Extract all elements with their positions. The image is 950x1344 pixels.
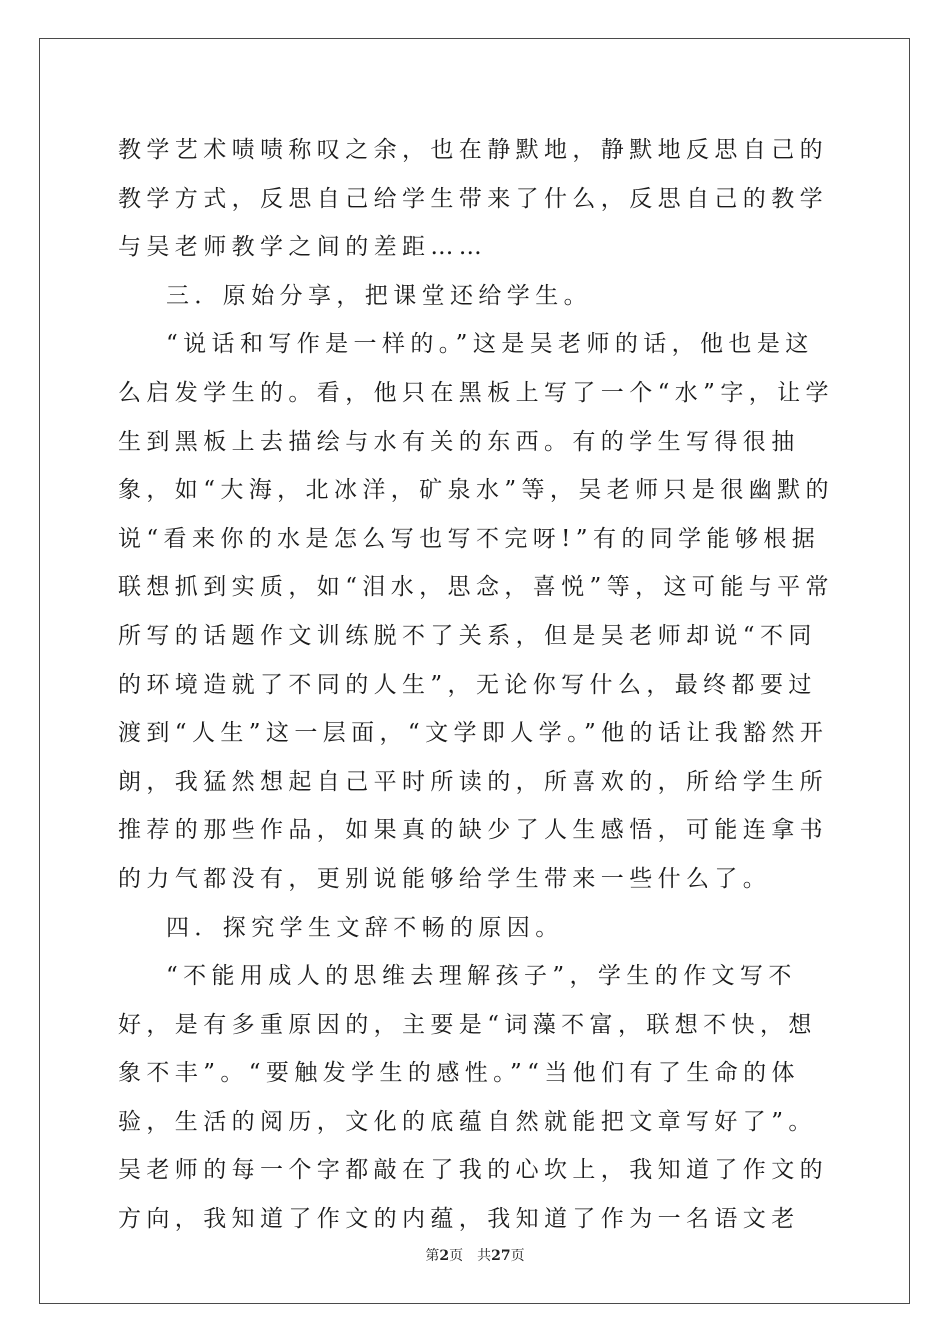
page-suffix: 页 — [449, 1248, 464, 1264]
total-page-count: 27 — [491, 1248, 511, 1264]
section-heading-3: 三．原始分享，把课堂还给学生。 — [166, 282, 592, 309]
page-footer — [0, 1245, 950, 1265]
paragraph-section-4: “不能用成人的思维去理解孩子”，学生的作文写不好，是有多重原因的，主要是“词藻不富，联想不快，想象不丰”。“要触发学生的感性。”“当他们有了生命的体验，生活的阅历，文化的底蕴自然就能把文章写好了”。吴老师的每一个字都敲在了我的心坎上，我知道了作文的方向，我知道了作文的内蕴，我知道了作为一名语文老 — [118, 963, 828, 1233]
total-suffix: 页 — [510, 1248, 525, 1264]
section-heading-4: 四．探究学生文辞不畅的原因。 — [166, 914, 564, 941]
paragraph-section-3: “说话和写作是一样的。”这是吴老师的话，他也是这么启发学生的。看，他只在黑板上写了一个“水”字，让学生到黑板上去描绘与水有关的东西。有的学生写得很抽象，如“大海，北冰洋，矿泉水”等，吴老师只是很幽默的说“看来你的水是怎么写也写不完呀!”有的同学能够根据联想抓到实质，如“泪水，思念，喜悦”等，这可能与平常所写的话题作文训练脱不了关系，但是吴老师却说“不同的环境造就了不同的人生”，无论你写什么，最终都要过渡到“人生”这一层面，“文学即人学。”他的话让我豁然开朗，我猛然想起自己平时所读的，所喜欢的，所给学生所推荐的那些作品，如果真的缺少了人生感悟，可能连拿书的力气都没有，更别说能够给学生带来一些什么了。 — [118, 331, 834, 892]
page-prefix: 第 — [425, 1248, 440, 1264]
document-body — [118, 126, 834, 1244]
current-page-number: 2 — [439, 1248, 450, 1264]
paragraph-continuation: 教学艺术啧啧称叹之余，也在静默地，静默地反思自己的教学方式，反思自己给学生带来了什么，反思自己的教学与吴老师教学之间的差距…… — [118, 137, 828, 261]
total-prefix: 共 — [477, 1248, 492, 1264]
